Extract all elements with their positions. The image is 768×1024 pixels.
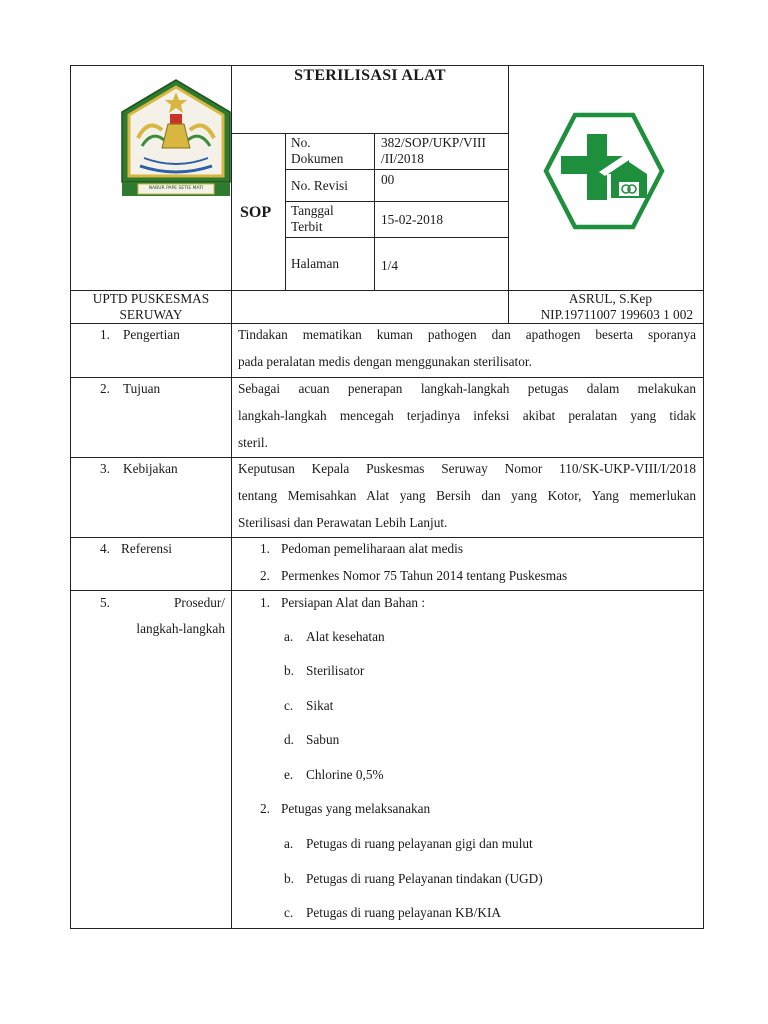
meta-value: 15-02-2018 [381, 212, 444, 227]
meta-label: Dokumen [291, 151, 344, 166]
list-item: Pedoman pemeliharaan alat medis [281, 541, 464, 556]
meta-value: /II/2018 [381, 151, 424, 166]
list-letter: b. [284, 663, 294, 678]
meta-value: 00 [381, 172, 395, 187]
signer-name: ASRUL, S.Kep [568, 291, 652, 306]
list-item: Alat kesehatan [306, 629, 385, 644]
crest-motto: NABUR PAPE SETIE MATI [148, 186, 204, 191]
list-letter: a. [284, 629, 294, 644]
section-text [238, 455, 696, 536]
list-item: Petugas di ruang Pelayanan tindakan (UGD) [306, 871, 543, 886]
text-line: pada peralatan medis dengan menggunakan sterilisator. [238, 354, 532, 369]
text-line: Sebagai acuan penerapan langkah-langkah petugas dalam melakukan [238, 381, 696, 396]
section-label: langkah-langkah [136, 621, 225, 636]
list-number: 2. [260, 568, 270, 583]
document-title: STERILISASI ALAT [294, 67, 446, 84]
meta-label: No. Revisi [291, 178, 348, 193]
section-number: 2. [100, 381, 110, 396]
group-title: Persiapan Alat dan Bahan : [281, 595, 426, 610]
section-label: Tujuan [123, 381, 161, 396]
section-label: Kebijakan [123, 461, 178, 476]
text-line: Tindakan mematikan kuman pathogen dan apathogen beserta sporanya [238, 327, 696, 342]
list-item: Chlorine 0,5% [306, 767, 384, 782]
text-line: Keputusan Kepala Puskesmas Seruway Nomor 110/SK-UKP-VIII/I/2018 [238, 461, 696, 476]
meta-value: 1/4 [381, 258, 398, 273]
list-letter: c. [284, 698, 294, 713]
text-line: tentang Memisahkan Alat yang Bersih dan yang Kotor, Yang memerlukan [238, 488, 696, 503]
section-number: 5. [100, 595, 110, 610]
section-label: Prosedur/ [174, 595, 225, 610]
section-label: Pengertian [123, 327, 180, 342]
meta-label: No. [291, 135, 311, 150]
meta-label: Tanggal [291, 203, 334, 218]
list-item: Permenkes Nomor 75 Tahun 2014 tentang Puskesmas [281, 568, 568, 583]
list-number: 2. [260, 801, 270, 816]
list-item: Petugas di ruang pelayanan KB/KIA [306, 905, 501, 920]
puskesmas-logo [543, 112, 665, 230]
section-label: Referensi [121, 541, 172, 556]
list-number: 1. [260, 541, 270, 556]
text-line: steril. [238, 435, 268, 450]
org-name-line: SERUWAY [119, 307, 183, 322]
section-text [238, 375, 696, 456]
list-item: Petugas di ruang pelayanan gigi dan mulut [306, 836, 533, 851]
org-name-line: UPTD PUSKESMAS [92, 291, 210, 306]
meta-label: Terbit [291, 219, 323, 234]
text-line: langkah-langkah mencegah terjadinya infeksi akibat peralatan yang tidak [238, 408, 696, 423]
list-item: Sabun [306, 732, 340, 747]
section-text [238, 321, 696, 375]
sop-label: SOP [240, 204, 272, 221]
group-title: Petugas yang melaksanakan [281, 801, 431, 816]
list-letter: e. [284, 767, 294, 782]
meta-value: 382/SOP/UKP/VIII [381, 135, 486, 150]
list-item: Sikat [306, 698, 334, 713]
list-letter: c. [284, 905, 294, 920]
text-line: Sterilisasi dan Perawatan Lebih Lanjut. [238, 515, 448, 530]
section-number: 4. [100, 541, 110, 556]
section-number: 3. [100, 461, 110, 476]
regency-crest-logo [118, 78, 234, 200]
list-item: Sterilisator [306, 663, 365, 678]
list-number: 1. [260, 595, 270, 610]
signer-nip: NIP.19711007 199603 1 002 [540, 307, 693, 322]
meta-label: Halaman [291, 256, 339, 271]
list-letter: d. [284, 732, 294, 747]
list-letter: b. [284, 871, 294, 886]
list-letter: a. [284, 836, 294, 851]
section-number: 1. [100, 327, 110, 342]
